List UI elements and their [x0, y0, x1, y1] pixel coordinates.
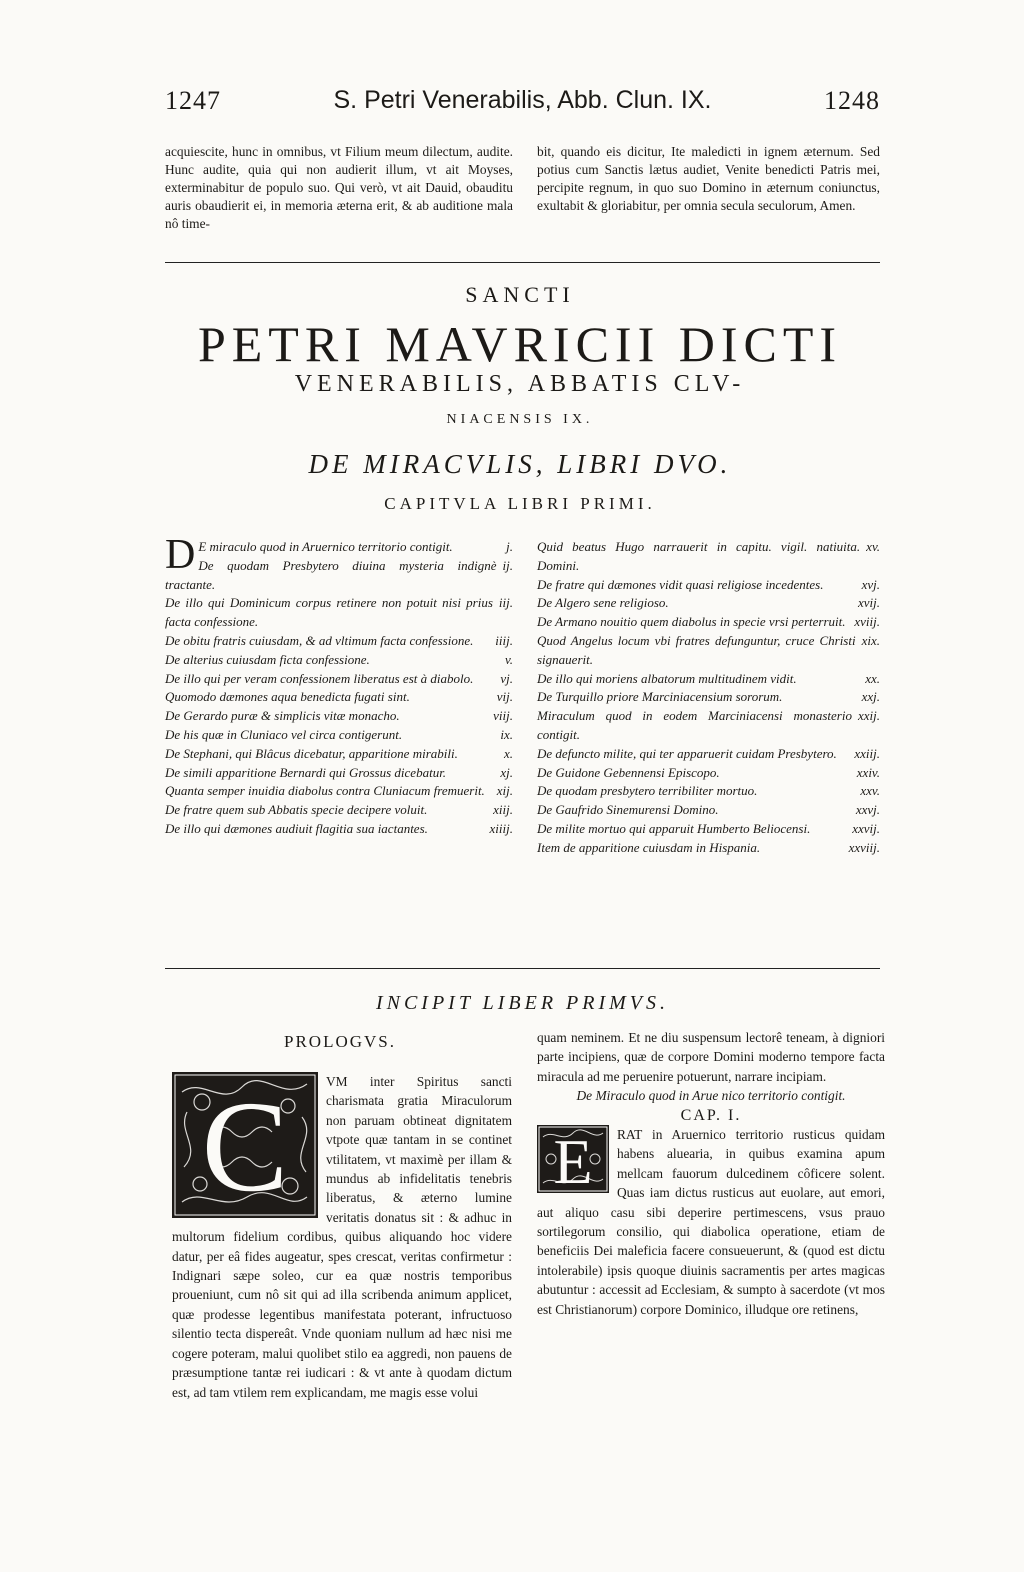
toc-entry	[537, 764, 880, 783]
toc-entry-text: De Armano nouitio quem diabolus in specie vrsi perterruit.	[537, 614, 846, 630]
toc-chapter-number: ij.	[502, 557, 513, 573]
toc-entry-text: De Gaufrido Sinemurensi Domino.	[537, 802, 719, 818]
toc-chapter-number: xij.	[496, 783, 513, 799]
toc-chapter-number: xxviij.	[848, 839, 880, 855]
toc-entry	[165, 594, 513, 632]
running-header	[165, 86, 880, 126]
toc-entry-text: De fratre qui dæmones vidit quasi religiose incedentes.	[537, 576, 824, 592]
chapter-paragraph: RAT in Aruernico territorio rusticus quidam habens aluearia, in quibus examina apum mellcam fauorum dulcedinem côficere solent. Quas iam dictus rusticus aut euolare, aut emori, aut aliquo casu sibi deperire pertimescens, vsus prauo sortilegorum consilio, qui diabolica operatione, etiam de beneficiis Dei maleficia facere consueuerunt, & (quod est dictu intolerabile) ipsis quoque diuinis sacramentis per artes magicas abutuntur : accessit ad Ecclesiam, & sumpto à sacerdote (vt mos est Christianorum) corpore Dominico, illudque ore retinens,	[537, 1127, 885, 1317]
toc-entry	[165, 745, 513, 764]
toc-entry	[537, 707, 880, 745]
toc-entry-text: DE miraculo quod in Aruernico territorio contigit.	[165, 532, 453, 578]
toc-entry-text: De obitu fratris cuiusdam, & ad vltimum facta confessione.	[165, 632, 474, 648]
toc-chapter-number: xxvij.	[852, 820, 880, 836]
toc-entry	[537, 632, 880, 670]
ornament-icon	[172, 1072, 318, 1218]
running-title: S. Petri Venerabilis, Abb. Clun. IX.	[333, 86, 712, 114]
toc-entry-text: Item de apparitione cuiusdam in Hispania.	[537, 839, 761, 855]
toc-chapter-number: xvij.	[857, 595, 880, 611]
toc-entry-text: De Guidone Gebennensi Episcopo.	[537, 764, 720, 780]
toc-entry	[537, 576, 880, 595]
toc-entry	[537, 688, 880, 707]
toc-entry-text: De illo qui dæmones audiuit flagitia sua iactantes.	[165, 820, 428, 836]
toc-entry-text: De milite mortuo qui apparuit Humberto Beliocensi.	[537, 820, 811, 836]
toc-chapter-number: xviij.	[854, 614, 880, 630]
top-right-paragraph: bit, quando eis dicitur, Ite maledicti in ignem æternum. Sed potius cum Sanctis lætus audiet, Venite benedicti Patris mei, percipite regnum, in quo suo Domino in æternum coniunctus, exultabit & gloriabitur, per omnia secula seculorum, Amen.	[537, 144, 880, 213]
toc-chapter-number: xix.	[861, 632, 880, 648]
toc-left-column	[165, 532, 513, 839]
toc-chapter-number: x.	[503, 745, 513, 761]
toc-entry	[537, 538, 880, 576]
title-line-5: DE MIRACVLIS, LIBRI DVO.	[308, 449, 732, 479]
toc-entry	[537, 801, 880, 820]
toc-entry-text: De his quæ in Cluniaco vel circa contigerunt.	[165, 726, 403, 742]
toc-entry	[537, 613, 880, 632]
title-line-1: SANCTI	[465, 282, 575, 307]
toc-chapter-number: ix.	[500, 726, 513, 742]
toc-chapter-number: xiij.	[493, 802, 513, 818]
toc-entry	[165, 782, 513, 801]
toc-right-column	[537, 538, 880, 858]
divider-rule	[165, 968, 880, 969]
drop-cap-letter: E	[553, 1126, 593, 1194]
toc-chapter-number: v.	[504, 651, 513, 667]
toc-entry-text: De illo qui Dominicum corpus retinere non potuit nisi prius facta confessione.	[165, 595, 493, 630]
toc-chapter-number: xxvj.	[855, 802, 880, 818]
top-right-column	[537, 143, 880, 215]
ornament-icon	[537, 1125, 609, 1193]
top-left-paragraph: acquiescite, hunc in omnibus, vt Filium meum dilectum, audite. Hunc audite, quia qui non audierit illum, vt ait Moyses, exterminabitur de populo suo. Qui verò, vt ait Dauid, obauditu auris obaudierit ei, in memoria æterna erit, & ab auditione mala nô time-	[165, 144, 513, 231]
chapter-column	[537, 1028, 885, 1319]
prologue-paragraph: VM inter Spiritus sancti charismata gratia Miraculorum non paruam obtineat dignitatem vtpote quæ tantam in se continet vtilitatem, vt maximè per illam & mundus ab infidelitatis tenebris liberatus, & æterno lumine veritatis donatus sit : & adhuc in multorum fidelium cordibus, quibus aliquando hoc videre datur, per eâ fides augeatur, spes crescat, veritas confirmetur : Indignari sæpe soleo, cur ea quæ nostris temporibus proueniunt, cum nô sit qui ad illa scribenda animum applicet, quæ prodesse legentibus manifestata poterant, infructuoso silentio tecta dispereât. Vnde quoniam nullum ad hæc nisi me cogere poteram, malui quolibet stilo ea aggredi, non pauens de præsumptione tantæ rei iudicari : & vt ante à quodam dictum est, ad tam vtilem rem explicandam, me magis esse volui	[172, 1074, 512, 1400]
divider-rule	[165, 262, 880, 263]
toc-chapter-number: xxj.	[861, 689, 880, 705]
toc-chapter-number: xxiv.	[856, 764, 880, 780]
toc-entry	[537, 782, 880, 801]
toc-entry-text: De Algero sene religioso.	[537, 595, 669, 611]
title-line-4: NIACENSIS IX.	[446, 412, 594, 427]
ornamental-drop-cap-c	[172, 1072, 318, 1218]
page-number-left: 1247	[165, 86, 221, 115]
toc-chapter-number: xiiij.	[489, 820, 513, 836]
toc-entry-text: De quodam Presbytero diuina mysteria indignè tractante.	[165, 557, 497, 592]
toc-chapter-number: xx.	[865, 670, 880, 686]
toc-entry	[165, 632, 513, 651]
toc-entry-text: Quid beatus Hugo narrauerit in capitu. vigil. natiuita. Domini.	[537, 539, 861, 573]
toc-entry-text: De Stephani, qui Blâcus dicebatur, apparitione mirabili.	[165, 745, 458, 761]
ornamental-drop-cap-e	[537, 1125, 609, 1193]
toc-chapter-number: xvj.	[861, 576, 880, 592]
toc-chapter-number: iij.	[498, 595, 513, 611]
toc-entry	[165, 820, 513, 839]
toc-chapter-number: j.	[506, 539, 513, 554]
toc-entry-text: De illo qui moriens albatorum multitudinem vidit.	[537, 670, 797, 686]
toc-entry	[537, 745, 880, 764]
toc-entry	[537, 594, 880, 613]
toc-entry	[165, 764, 513, 783]
toc-chapter-number: vij.	[496, 689, 513, 705]
toc-entry-text: De defuncto milite, qui ter apparuerit cuidam Presbytero.	[537, 745, 837, 761]
top-left-column	[165, 143, 513, 233]
toc-entry-text: De Gerardo puræ & simplicis vitæ monacho.	[165, 708, 400, 724]
toc-entry-text: Quod Angelus locum vbi fratres defunguntur, cruce Christi signauerit.	[537, 632, 856, 667]
toc-entry	[165, 651, 513, 670]
title-line-6: CAPITVLA LIBRI PRIMI.	[384, 494, 656, 513]
toc-entry-text: Quomodo dæmones aqua benedicta fugati sint.	[165, 689, 410, 705]
incipit-heading: INCIPIT LIBER PRIMVS.	[375, 992, 670, 1014]
chapter-subheading: De Miraculo quod in Arue nico territorio contigit.	[576, 1088, 846, 1104]
toc-entry	[165, 707, 513, 726]
toc-entry-text: De fratre quem sub Abbatis specie decipere voluit.	[165, 802, 428, 818]
toc-entry	[165, 557, 513, 595]
toc-chapter-number: xj.	[500, 764, 513, 780]
title-line-2: PETRI MAVRICII DICTI	[197, 316, 843, 372]
toc-entry-text: Miraculum quod in eodem Marciniacensi monasterio contigit.	[537, 708, 852, 742]
chapter-label: CAP. I.	[680, 1106, 742, 1124]
toc-entry-text: De alterius cuiusdam ficta confessione.	[165, 651, 370, 667]
toc-chapter-number: viij.	[493, 708, 513, 724]
toc-entry-text: De Turquillo priore Marciniacensium sororum.	[537, 689, 783, 705]
toc-chapter-number: xxv.	[860, 783, 880, 799]
toc-entry	[537, 820, 880, 839]
toc-entry	[165, 726, 513, 745]
title-line-3: VENERABILIS, ABBATIS CLV-	[294, 371, 746, 397]
toc-entry	[537, 839, 880, 858]
toc-entry-text: De illo qui per veram confessionem liberatus est à diabolo.	[165, 670, 474, 686]
toc-chapter-number: iiij.	[495, 632, 513, 648]
toc-entry	[165, 670, 513, 689]
drop-cap-letter: C	[201, 1075, 289, 1218]
toc-chapter-number: vj.	[500, 670, 513, 686]
toc-entry	[537, 670, 880, 689]
page-number-right: 1248	[824, 86, 880, 115]
toc-entry-text: Quanta semper inuidia diabolus contra Cluniacum fremuerit.	[165, 783, 485, 799]
toc-chapter-number: xxiij.	[854, 745, 880, 761]
toc-entry	[165, 688, 513, 707]
toc-chapter-number: xxij.	[857, 708, 880, 724]
toc-chapter-number: xv.	[866, 539, 880, 554]
prologus-heading: PROLOGVS.	[284, 1032, 396, 1051]
prologue-continuation: quam neminem. Et ne diu suspensum lectorê teneam, à digniori parte incipiens, quæ de corpore Domini moderno tempore facta miracula ad me peruenire potuerunt, narrare incipiam.	[537, 1030, 885, 1084]
toc-entry-text: De quodam presbytero terribiliter mortuo.	[537, 783, 758, 799]
toc-entry	[165, 801, 513, 820]
toc-entry-text: De simili apparitione Bernardi qui Grossus dicebatur.	[165, 764, 447, 780]
prologue-column	[172, 1072, 512, 1402]
